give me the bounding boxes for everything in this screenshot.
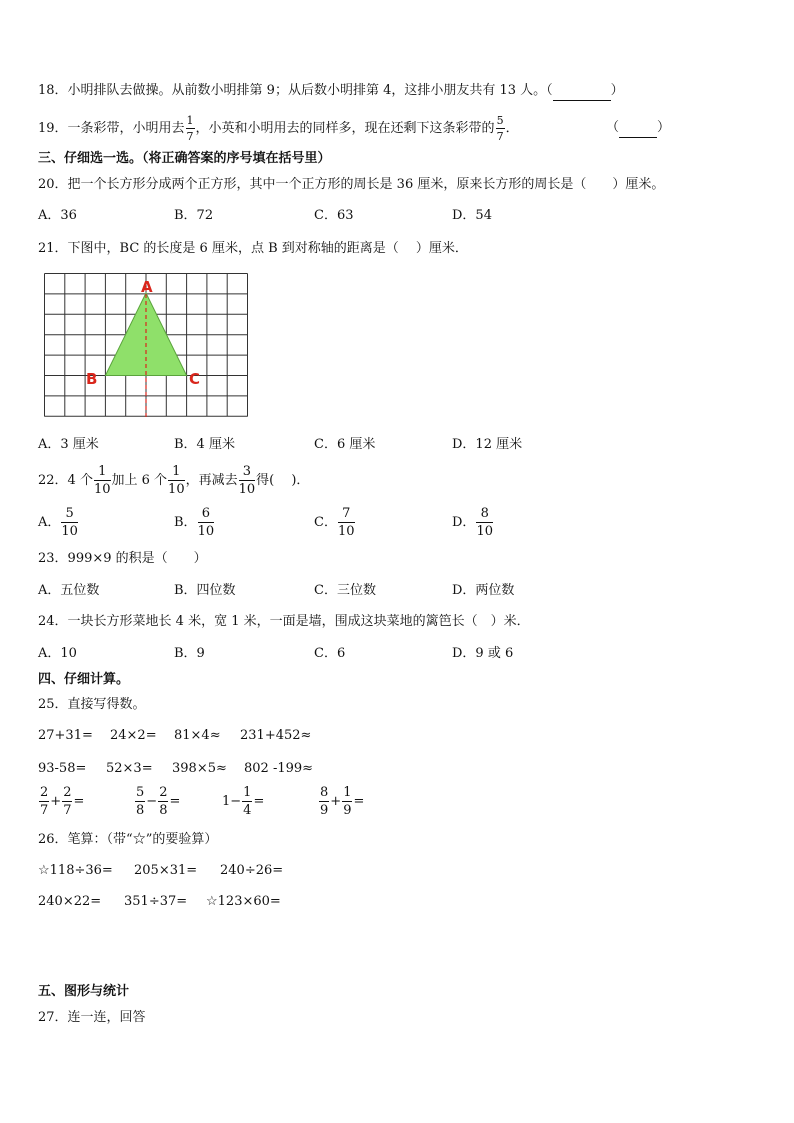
calc-item: 205×31= — [134, 863, 198, 878]
calc-item-fraction: $\frac{2}{7}$ + $\frac{2}{7}$ = — [40, 785, 85, 818]
calc-item-fraction: $\frac{5}{8}$ − $\frac{2}{8}$ = — [136, 785, 181, 818]
question-25: 25．直接写得数。 — [38, 697, 146, 712]
q21-option-c[interactable]: C．6 厘米 — [314, 437, 376, 452]
question-20: 20．把一个长方形分成两个正方形，其中一个正方形的周长是 36 厘米，原来长方形的周长是（ ）厘米。 — [38, 177, 665, 192]
question-24: 24．一块长方形菜地长 4 米，宽 1 米，一面是墙，围成这块菜地的篱笆长（ ）米． — [38, 614, 530, 629]
section-5-heading: 五、图形与统计 — [38, 984, 130, 999]
q24-option-a[interactable]: A．10 — [38, 646, 77, 661]
calc-item: ☆123×60= — [206, 894, 281, 909]
q22-option-c[interactable]: C． $\frac{7}{10}$ — [314, 506, 355, 539]
calc-item: 93-58= — [38, 761, 87, 776]
triangle-grid-figure — [44, 273, 250, 419]
fraction: $\frac{1}{10}$ — [93, 464, 111, 497]
q23-option-d[interactable]: D．两位数 — [452, 583, 515, 598]
q21-option-a[interactable]: A．3 厘米 — [38, 437, 99, 452]
q20-option-a[interactable]: A．36 — [38, 208, 77, 223]
q21-option-b[interactable]: B．4 厘米 — [174, 437, 235, 452]
question-19-answer: （ ） — [606, 118, 670, 138]
question-26: 26．笔算：（带“☆”的要验算） — [38, 832, 218, 847]
calc-item: 398×5≈ — [172, 761, 227, 776]
q22-option-b[interactable]: B． $\frac{6}{10}$ — [174, 506, 215, 539]
calc-item: 231+452≈ — [240, 728, 312, 743]
question-18: 18．小明排队去做操。从前数小明排第 9；从后数小明排第 4，这排小朋友共有 13 人。（ ） — [38, 81, 624, 101]
vertex-label-b: B — [86, 370, 98, 388]
calc-item: 351÷37= — [124, 894, 188, 909]
q24-option-b[interactable]: B．9 — [174, 646, 205, 661]
calc-item: ☆118÷36= — [38, 863, 113, 878]
calc-item: 27+31= — [38, 728, 93, 743]
fraction: $\frac{5}{7}$ — [496, 114, 504, 143]
calc-item-fraction: 1− $\frac{1}{4}$ = — [222, 785, 265, 818]
q23-option-b[interactable]: B．四位数 — [174, 583, 236, 598]
calc-item: 240÷26= — [220, 863, 284, 878]
fraction: $\frac{3}{10}$ — [238, 464, 256, 497]
vertex-label-c: C — [189, 370, 201, 388]
calc-item: 24×2= — [110, 728, 157, 743]
section-3-heading: 三、仔细选一选。（将正确答案的序号填在括号里） — [38, 151, 331, 166]
q20-option-b[interactable]: B．72 — [174, 208, 214, 223]
q21-option-d[interactable]: D．12 厘米 — [452, 437, 523, 452]
calc-item: 802 -199≈ — [244, 761, 314, 776]
question-21: 21．下图中，BC 的长度是 6 厘米，点 B 到对称轴的距离是（ ）厘米． — [38, 241, 468, 256]
calc-item-fraction: $\frac{8}{9}$ + $\frac{1}{9}$ = — [320, 785, 365, 818]
q23-option-a[interactable]: A．五位数 — [38, 583, 100, 598]
section-4-heading: 四、仔细计算。 — [38, 672, 130, 687]
fraction: $\frac{1}{10}$ — [168, 464, 185, 497]
question-27: 27．连一连，回答 — [38, 1010, 146, 1025]
vertex-label-a: A — [141, 278, 153, 296]
question-19: 19．一条彩带，小明用去 $\frac{1}{7}$ ，小英和小明用去的同样多，现在还剩下这条彩带的 $\frac{5}{7}$ ． — [38, 114, 519, 143]
question-23: 23．999×9 的积是（ ） — [38, 551, 207, 566]
calc-item: 81×4≈ — [174, 728, 221, 743]
q22-option-d[interactable]: D． $\frac{8}{10}$ — [452, 506, 493, 539]
calc-item: 240×22= — [38, 894, 102, 909]
question-22: 22．4 个 $\frac{1}{10}$ 加上 6 个 $\frac{1}{10}$ ，再减去 $\frac{3}{10}$ 得( )． — [38, 464, 310, 497]
question-18-text: 18．小明排队去做操。从前数小明排第 9；从后数小明排第 4，这排小朋友共有 13 人。（ — [38, 83, 553, 98]
q24-option-c[interactable]: C．6 — [314, 646, 346, 661]
q23-option-c[interactable]: C．三位数 — [314, 583, 376, 598]
q24-option-d[interactable]: D．9 或 6 — [452, 646, 514, 661]
answer-blank[interactable] — [619, 137, 657, 138]
fraction: $\frac{1}{7}$ — [186, 114, 194, 143]
answer-blank[interactable] — [553, 100, 611, 101]
q20-option-d[interactable]: D．54 — [452, 208, 492, 223]
q20-option-c[interactable]: C．63 — [314, 208, 354, 223]
calc-item: 52×3= — [106, 761, 153, 776]
q22-option-a[interactable]: A． $\frac{5}{10}$ — [38, 506, 78, 539]
